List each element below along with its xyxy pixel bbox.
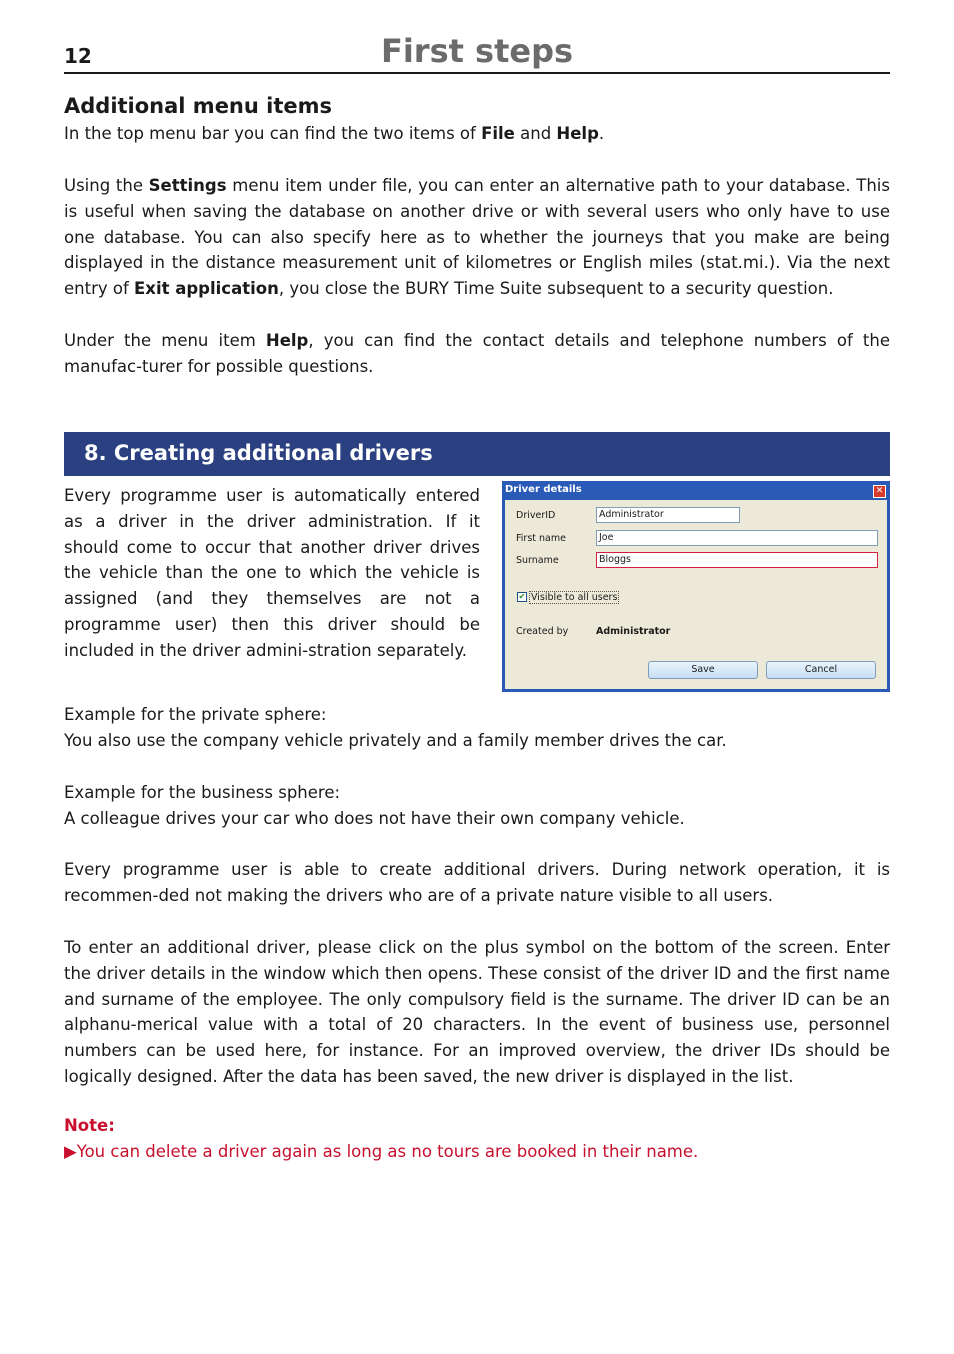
driverid-field[interactable]: Administrator	[596, 507, 740, 523]
note-heading: Note:	[64, 1116, 115, 1135]
driver-details-dialog	[502, 481, 890, 692]
dialog-title: Driver details	[505, 484, 582, 495]
firstname-field[interactable]: Joe	[596, 530, 878, 546]
surname-label: Surname	[516, 555, 559, 566]
section-heading-menu: Additional menu items	[64, 94, 333, 118]
paragraph-intro: Every programme user is automatically entered as a driver in the driver administration. If it should come to occur that another driver drives the vehicle than the one to which the vehicle is assigned (and they themselves are not a programme user) then this driver should be included in the driver admini-stration separately.	[64, 486, 480, 660]
paragraph-settings: Using the Settings menu item under file, you can enter an alternative path to your database. This is useful when saving the database on another drive or with several users who only have to use one database. You can also specify here as to whether the journeys that you make are being displayed in the distance measurement unit of kilometres or English miles (stat.mi.). Via the next entry of Exit application, you close the BURY Time Suite subsequent to a security question.	[64, 176, 890, 299]
surname-field[interactable]: Bloggs	[596, 552, 878, 568]
page-title: First steps	[380, 32, 574, 70]
paragraph-network: Every programme user is able to create additional drivers. During network operation, it is recommen-ded not making the drivers who are of a private nature visible to all users.	[64, 860, 890, 905]
business-example-label: Example for the business sphere:	[64, 783, 341, 802]
private-example-text: You also use the company vehicle privately and a family member drives the car.	[64, 731, 727, 750]
cancel-button[interactable]: Cancel	[766, 661, 876, 679]
note-text: ▶You can delete a driver again as long as no tours are booked in their name.	[64, 1142, 699, 1161]
created-by-value: Administrator	[596, 626, 671, 637]
paragraph-menu-items: In the top menu bar you can find the two items of File and Help.	[64, 124, 605, 143]
visible-label[interactable]: Visible to all users	[531, 592, 618, 603]
section-bar-drivers	[64, 432, 890, 476]
business-example-text: A colleague drives your car who does not have their own company vehicle.	[64, 809, 685, 828]
driverid-label: DriverID	[516, 510, 556, 521]
close-icon[interactable]: ✕	[873, 485, 886, 498]
arrow-icon: ▶	[64, 1142, 77, 1161]
created-by-label: Created by	[516, 626, 569, 637]
paragraph-help: Under the menu item Help, you can find the contact details and telephone numbers of the manufac-turer for possible questions.	[64, 331, 890, 376]
visible-checkbox[interactable]: ✔	[518, 592, 526, 601]
section-heading-drivers: 8. Creating additional drivers	[84, 441, 433, 465]
paragraph-enter-driver: To enter an additional driver, please click on the plus symbol on the bottom of the screen. Enter the driver details in the window which then opens. These consist of the driver ID and the first name and surname of the employee. The only compulsory field is the surname. The driver ID can be an alphanu-merical value with a total of 20 characters. In the event of business use, personnel numbers can be used here, for instance. For an improved overview, the driver IDs should be logically designed. After the data has been saved, the new driver is displayed in the list.	[64, 938, 890, 1086]
private-example-label: Example for the private sphere:	[64, 705, 327, 724]
firstname-label: First name	[516, 533, 566, 544]
header-rule	[64, 72, 890, 74]
page-number: 12	[64, 44, 92, 68]
dialog-body	[505, 500, 887, 689]
save-button[interactable]: Save	[648, 661, 758, 679]
